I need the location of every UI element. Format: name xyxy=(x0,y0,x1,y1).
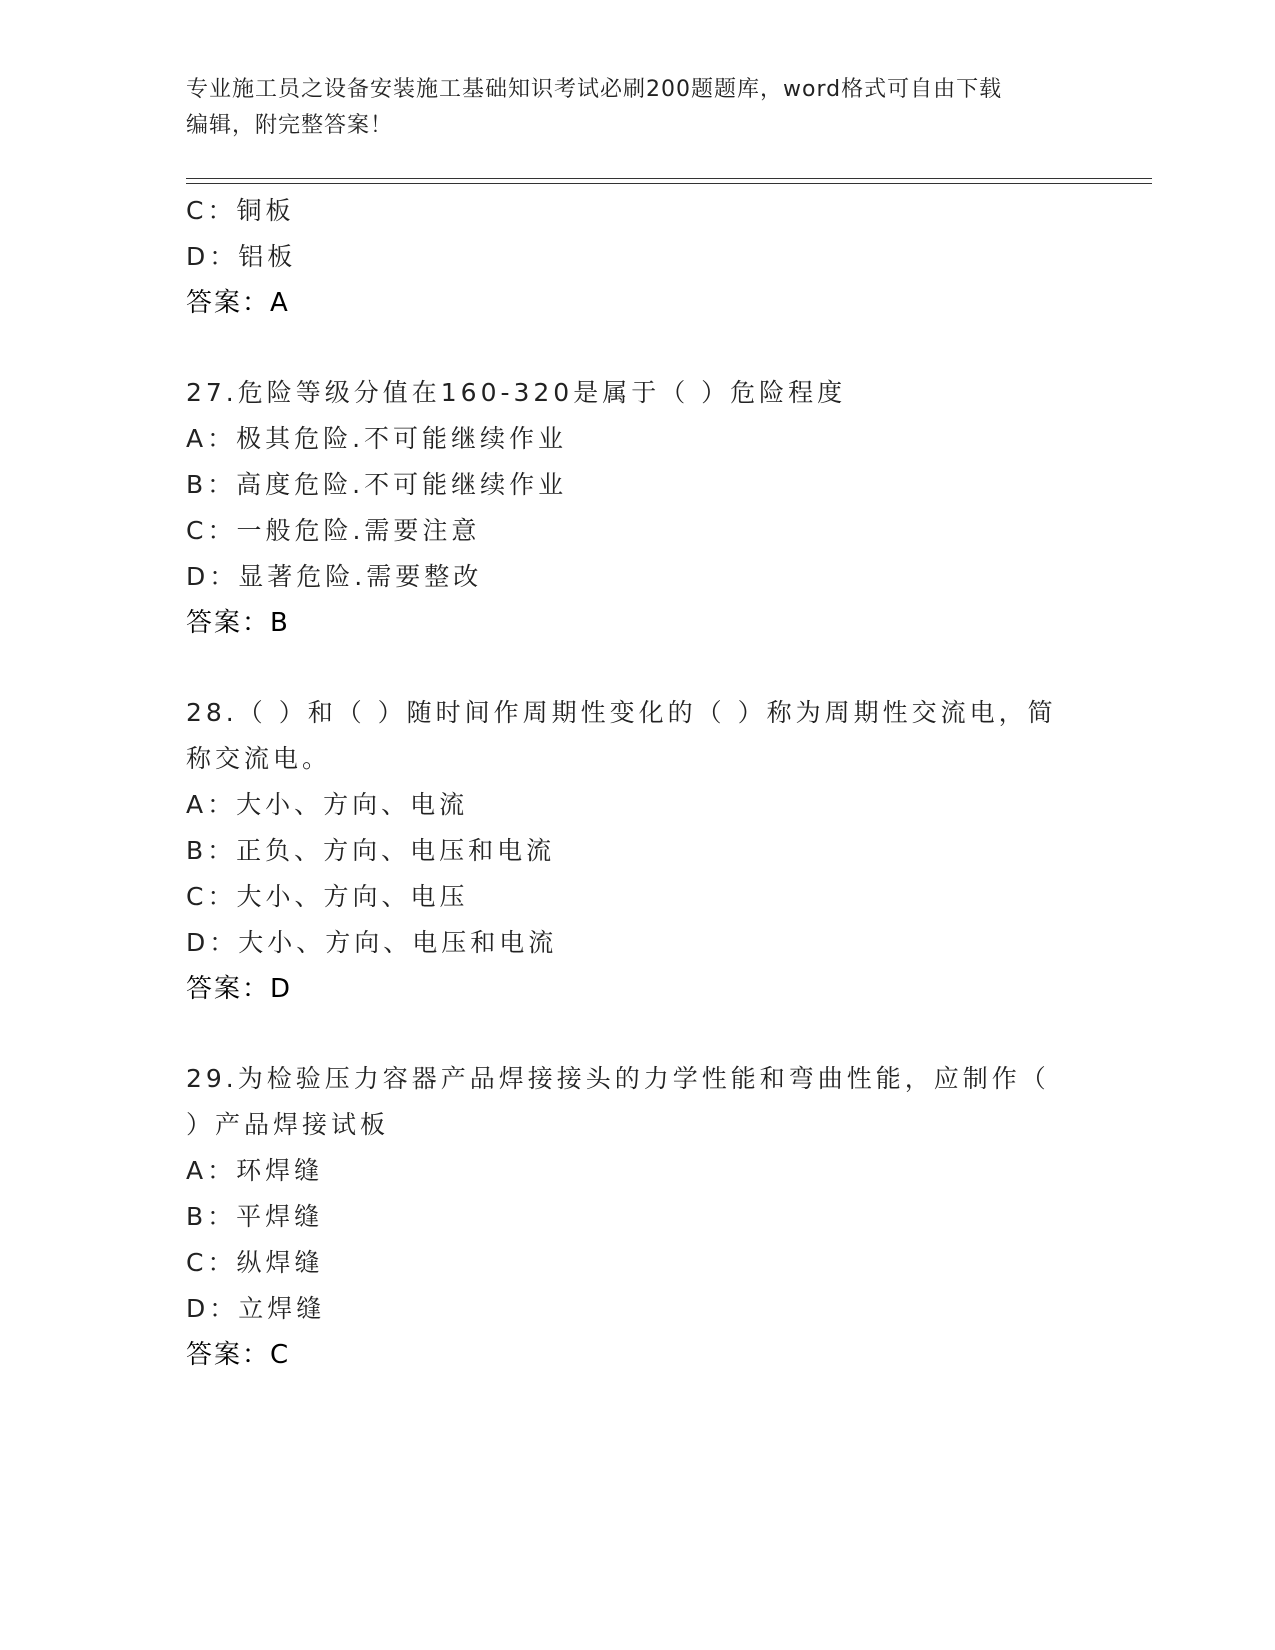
option-c: C：大小、方向、电压 xyxy=(186,882,469,911)
option-b: B：高度危险.不可能继续作业 xyxy=(186,470,568,499)
option-a: A：环焊缝 xyxy=(186,1156,324,1185)
question-stem: 27.危险等级分值在160-320是属于（ ）危险程度 xyxy=(186,378,847,407)
answer-line: 答案：B xyxy=(186,608,290,638)
option-c: C：一般危险.需要注意 xyxy=(186,516,481,545)
option-b: B：平焊缝 xyxy=(186,1202,324,1231)
answer-line: 答案：D xyxy=(186,974,293,1004)
question-block-27 xyxy=(186,370,1086,646)
option-a: A：极其危险.不可能继续作业 xyxy=(186,424,568,453)
header-divider-bottom xyxy=(186,183,1152,184)
question-stem-line-1: 28.（ ）和（ ）随时间作周期性变化的（ ）称为周期性交流电，简 xyxy=(186,698,1057,727)
spacer xyxy=(186,1012,1086,1056)
option-d: D：立焊缝 xyxy=(186,1294,326,1323)
header-title-line-1: 专业施工员之设备安装施工基础知识考试必刷200题题库，word格式可自由下载 xyxy=(186,77,1003,102)
question-block-29 xyxy=(186,1056,1086,1378)
option-d: D：大小、方向、电压和电流 xyxy=(186,928,558,957)
question-stem-line-2: 称交流电。 xyxy=(186,744,332,773)
option-d: D：铝板 xyxy=(186,242,297,271)
question-block-28 xyxy=(186,690,1086,1012)
answer-line: 答案：A xyxy=(186,288,290,318)
document-header xyxy=(186,72,1066,144)
header-title-line-2: 编辑，附完整答案！ xyxy=(186,113,394,138)
spacer xyxy=(186,646,1086,690)
spacer xyxy=(186,326,1086,370)
option-c: C：铜板 xyxy=(186,196,295,225)
question-list xyxy=(186,188,1086,1378)
header-divider-top xyxy=(186,178,1152,179)
option-a: A：大小、方向、电流 xyxy=(186,790,469,819)
question-stem-line-2: ）产品焊接试板 xyxy=(186,1110,390,1139)
option-c: C：纵焊缝 xyxy=(186,1248,324,1277)
question-stem-line-1: 29.为检验压力容器产品焊接接头的力学性能和弯曲性能，应制作（ xyxy=(186,1064,1050,1093)
answer-line: 答案：C xyxy=(186,1340,291,1370)
option-d: D：显著危险.需要整改 xyxy=(186,562,483,591)
question-block-prev xyxy=(186,188,1086,326)
option-b: B：正负、方向、电压和电流 xyxy=(186,836,556,865)
